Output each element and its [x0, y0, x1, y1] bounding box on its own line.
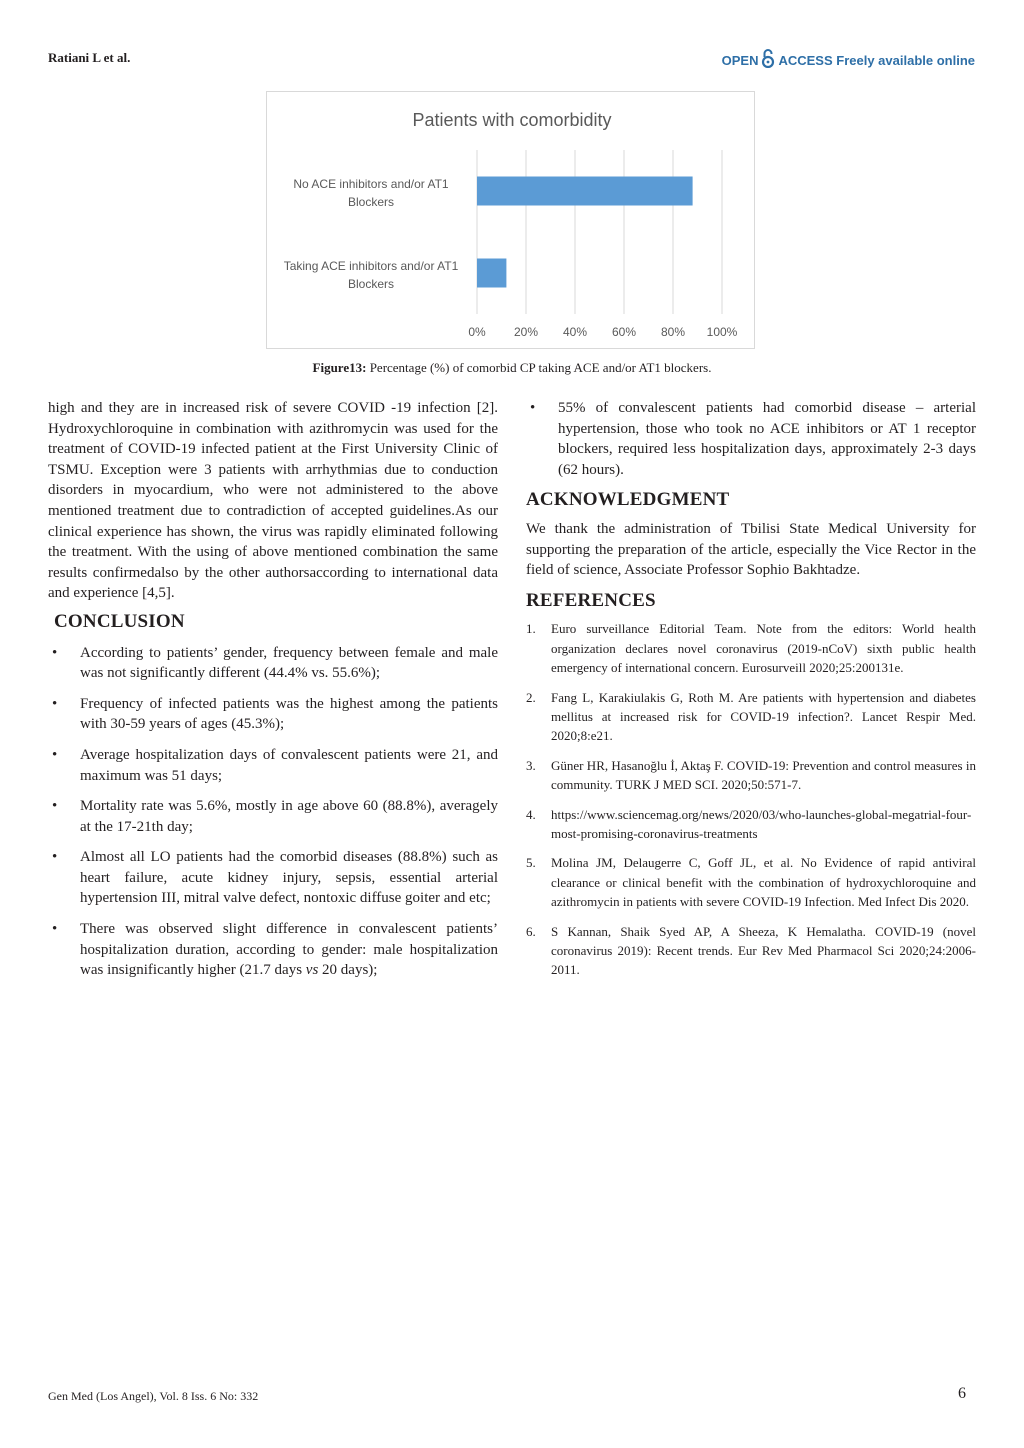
- reference-number: 1.: [526, 621, 536, 637]
- left-column: [48, 398, 498, 991]
- reference-number: 6.: [526, 923, 536, 939]
- list-item: [48, 643, 498, 684]
- reference-item: [526, 756, 976, 795]
- list-item: [48, 847, 498, 909]
- figure-caption-text: Percentage (%) of comorbid CP taking ACE and/or AT1 blockers.: [366, 360, 712, 375]
- reference-item: [526, 619, 976, 677]
- list-item-text: 20 days);: [318, 962, 378, 979]
- reference-number: 2.: [526, 689, 536, 705]
- conclusion-heading: CONCLUSION: [54, 610, 185, 632]
- bar: [477, 259, 506, 288]
- list-item-text: Average hospitalization days of convalescent patients were 21, and maximum was 51 days;: [80, 746, 498, 784]
- reference-list: [526, 619, 976, 980]
- bullet-marker: •: [530, 400, 536, 416]
- oa-open-label: OPEN: [721, 53, 759, 68]
- running-header-author: Ratiani L et al.: [48, 50, 131, 65]
- open-access-lock-icon: [761, 48, 775, 68]
- conclusion-list: [48, 643, 498, 981]
- list-item: [48, 796, 498, 837]
- bullet-marker: •: [52, 798, 58, 815]
- x-tick-label: 40%: [562, 325, 588, 339]
- reference-item: [526, 688, 976, 746]
- list-item: [48, 694, 498, 735]
- page-number: 6: [958, 1385, 966, 1402]
- figure-13-chart: [266, 91, 755, 349]
- references-heading: REFERENCES: [526, 589, 656, 611]
- reference-item: [526, 805, 976, 844]
- bullet-marker: •: [52, 921, 58, 938]
- reference-item: [526, 853, 976, 911]
- list-item-text-italic: vs: [305, 962, 319, 979]
- category-label: Blockers: [347, 277, 395, 291]
- reference-number: 5.: [526, 855, 536, 871]
- bullet-marker: •: [52, 695, 58, 712]
- acknowledgment-text: We thank the administration of Tbilisi State Medical University for supporting the preparation of the article, especially the Vice Rector in the field of science, Associate Professor Sophio Bakhtadze.: [526, 520, 976, 579]
- list-item-text: Mortality rate was 5.6%, mostly in age above 60 (88.8%), averagely at the 17-21th day;: [80, 798, 498, 835]
- reference-text: Fang L, Karakiulakis G, Roth M. Are patients with hypertension and diabetes mellitus at increased risk for COVID-19 infection?. Lancet Respir Med. 2020;8:e21.: [551, 689, 976, 744]
- category-label: Taking ACE inhibitors and/or AT1: [283, 259, 459, 273]
- reference-text: S Kannan, Shaik Syed AP, A Sheeza, K Hemalatha. COVID-19 (novel coronavirus 2019): Recent trends. Eur Rev Med Pharmacol Sci 2020;24:2006-2011.: [551, 923, 976, 978]
- list-item: [526, 398, 976, 480]
- bar: [477, 177, 693, 206]
- acknowledgment-heading: ACKNOWLEDGMENT: [526, 489, 730, 511]
- reference-number: 3.: [526, 757, 536, 773]
- category-label: Blockers: [347, 195, 395, 209]
- list-item-text: Frequency of infected patients was the highest among the patients with 30-59 years of ages (45.3%);: [80, 695, 498, 733]
- x-tick-label: 100%: [706, 325, 738, 339]
- figure-caption: [0, 360, 1024, 376]
- reference-text: Güner HR, Hasanoğlu İ, Aktaş F. COVID-19: Prevention and control measures in community. TURK J MED SCI. 2020;50:571-7.: [551, 757, 976, 793]
- x-tick-label: 60%: [611, 325, 637, 339]
- x-tick-label: 20%: [513, 325, 539, 339]
- reference-number: 4.: [526, 806, 536, 822]
- reference-link[interactable]: https://www.sciencemag.org/news/2020/03/who-launches-global-megatrial-four-most-promising-coronavirus-treatments: [551, 806, 972, 841]
- footer-journal: Gen Med (Los Angel), Vol. 8 Iss. 6 No: 332: [48, 1389, 259, 1403]
- list-item-text: 55% of convalescent patients had comorbid disease – arterial hypertension, those who took no ACE inhibitors or AT 1 receptor blockers, required less hospitalization days, approximately 2-3 days (62 hours).: [558, 400, 976, 478]
- list-item-text: Almost all LO patients had the comorbid diseases (88.8%) such as heart failure, acute kidney injury, sepsis, essential arterial hypertension III, mitral valve defect, nontoxic diffuse goiter and etc;: [80, 849, 498, 907]
- category-label: No ACE inhibitors and/or AT1: [293, 177, 449, 191]
- x-tick-label: 80%: [660, 325, 686, 339]
- discussion-paragraph: high and they are in increased risk of severe COVID -19 infection [2]. Hydroxychloroquine in combination with azithromycin was used for the treatment of COVID-19 infected patient at the First University Clinic of TSMU. Exception were 3 patients with arrhythmias due to conduction disorders in myocardium, who were not administered to the above mentioned treatment due to contradiction of accepted guidelines.As our clinical experience has shown, the virus was rapidly eliminated following the treatment. With the using of above mentioned combination the same results confirmedalso by the other authorsaccording to international data and experience [4,5].: [48, 400, 498, 602]
- bullet-marker: •: [52, 746, 58, 763]
- reference-item: [526, 922, 976, 980]
- bullet-marker: •: [52, 644, 58, 661]
- reference-text: Euro surveillance Editorial Team. Note from the editors: World health organization declares novel coronavirus (2019-nCoV) sixth public health emergency of international concern. Eurosurveill 2020;25:200131e.: [551, 621, 976, 676]
- right-column: [526, 398, 976, 990]
- open-access-badge: [722, 53, 975, 68]
- reference-text: Molina JM, Delaugerre C, Goff JL, et al. No Evidence of rapid antiviral clearance or clinical benefit with the combination of hydroxychloroquine and azithromycin in patients with severe COVID-19 Infection. Med Infect Dis 2020.: [551, 855, 976, 910]
- conclusion-list-continued: [526, 398, 976, 480]
- oa-access-label: ACCESS Freely available online: [778, 53, 975, 68]
- x-tick-label: 0%: [468, 325, 486, 339]
- list-item: [48, 745, 498, 786]
- list-item: [48, 919, 498, 981]
- chart-title: Patients with comorbidity: [412, 110, 612, 130]
- list-item-text: There was observed slight difference in convalescent patients’ hospitalization duration, according to gender: male hospitalization was insignificantly higher (21.7 days: [80, 921, 498, 979]
- list-item-text: According to patients’ gender, frequency between female and male was not significantly different (44.4% vs. 55.6%);: [80, 644, 498, 682]
- bullet-marker: •: [52, 849, 58, 866]
- bar-chart: [267, 92, 754, 348]
- figure-caption-label: Figure13:: [312, 360, 367, 375]
